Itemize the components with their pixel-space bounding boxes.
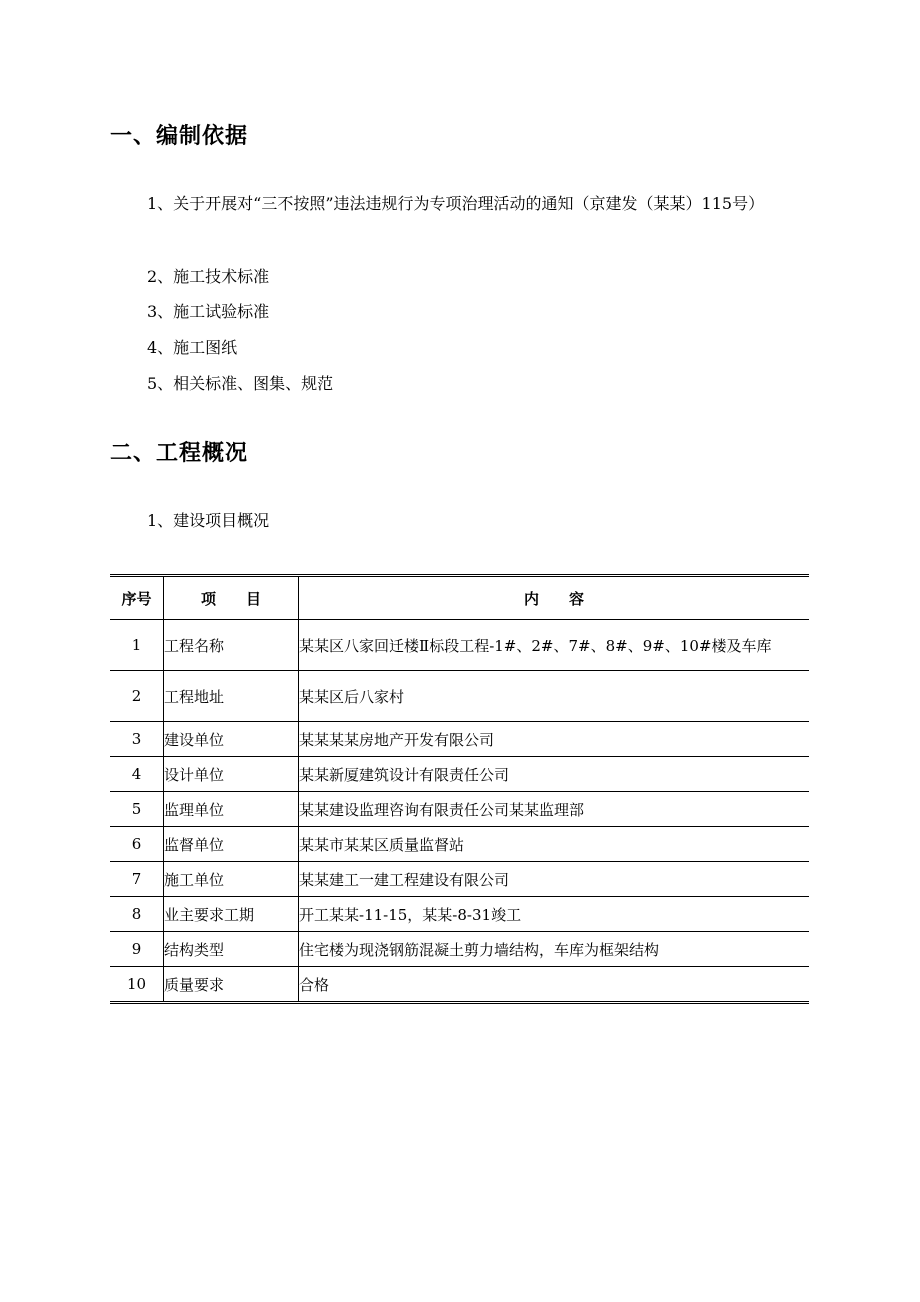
row-item: 施工单位 [164,862,299,897]
row-content: 住宅楼为现浇钢筋混凝土剪力墙结构，车库为框架结构 [299,932,810,967]
table-row [110,897,809,932]
row-content: 某某区八家回迁楼Ⅱ标段工程-1#、2#、7#、8#、9#、10#楼及车库 [299,620,810,671]
row-content: 某某建工一建工程建设有限公司 [299,862,810,897]
row-no: 10 [110,967,164,1003]
header-content: 内 容 [299,576,810,620]
row-no: 8 [110,897,164,932]
row-no: 6 [110,827,164,862]
table-row [110,862,809,897]
section-1-heading: 一、编制依据 [110,124,249,149]
row-no: 9 [110,932,164,967]
row-content: 某某建设监理咨询有限责任公司某某监理部 [299,792,810,827]
row-no: 7 [110,862,164,897]
row-content: 某某区后八家村 [299,671,810,722]
row-item: 监理单位 [164,792,299,827]
row-content: 合格 [299,967,810,1003]
table-row [110,792,809,827]
basis-item-2: 2、施工技术标准 [147,267,270,286]
row-item: 设计单位 [164,757,299,792]
row-no: 3 [110,722,164,757]
table-header-row [110,576,809,620]
row-item: 工程名称 [164,620,299,671]
row-no: 5 [110,792,164,827]
basis-item-5: 5、相关标准、图集、规范 [147,374,334,393]
table-row [110,620,809,671]
row-item: 监督单位 [164,827,299,862]
row-content: 某某市某某区质量监督站 [299,827,810,862]
row-item: 建设单位 [164,722,299,757]
table-row [110,671,809,722]
table-row [110,932,809,967]
table-row [110,827,809,862]
row-content: 某某新厦建筑设计有限责任公司 [299,757,810,792]
table-row [110,757,809,792]
row-item: 质量要求 [164,967,299,1003]
basis-item-3: 3、施工试验标准 [147,302,270,321]
row-no: 2 [110,671,164,722]
row-no: 1 [110,620,164,671]
basis-item-1: 1、关于开展对“三不按照”违法违规行为专项治理活动的通知（京建发（某某）115号） [147,194,765,213]
basis-item-4: 4、施工图纸 [147,338,238,357]
overview-subheading: 1、建设项目概况 [147,511,270,530]
row-item: 结构类型 [164,932,299,967]
row-content: 开工某某-11-15，某某-8-31竣工 [299,897,810,932]
row-content: 某某某某房地产开发有限公司 [299,722,810,757]
row-no: 4 [110,757,164,792]
table-row [110,967,809,1003]
header-item: 项 目 [164,576,299,620]
table-row [110,722,809,757]
project-overview-table [110,574,809,1004]
header-no: 序号 [110,576,164,620]
row-item: 业主要求工期 [164,897,299,932]
section-2-heading: 二、工程概况 [110,441,249,466]
row-item: 工程地址 [164,671,299,722]
